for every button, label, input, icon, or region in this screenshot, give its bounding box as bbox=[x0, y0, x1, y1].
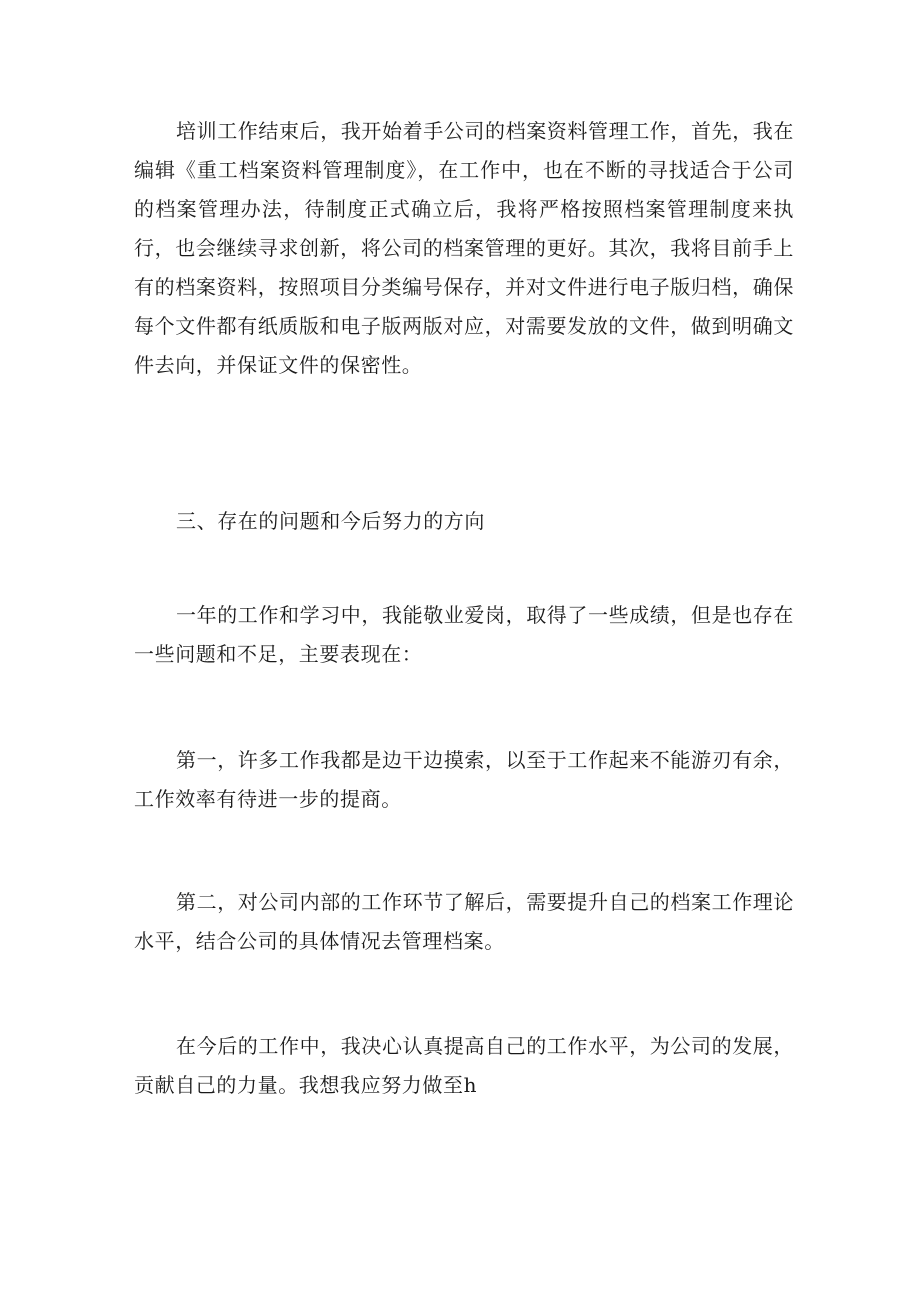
paragraph-first-point: 第一，许多工作我都是边干边摸索，以至于工作起来不能游刃有余，工作效率有待进一步的提商。 bbox=[134, 748, 794, 811]
paragraph-future-work: 在今后的工作中，我决心认真提高自己的工作水平，为公司的发展，贡献自己的力量。我想我应努力做至h bbox=[134, 1034, 794, 1097]
paragraph-second-point: 第二，对公司内部的工作环节了解后，需要提升自己的档案工作理论水平，结合公司的具体情况去管理档案。 bbox=[134, 890, 794, 953]
section-heading: 三、存在的问题和今后努力的方向 bbox=[176, 509, 485, 533]
paragraph-problems-intro: 一年的工作和学习中，我能敬业爱岗，取得了一些成绩，但是也存在一些问题和不足，主要表现在： bbox=[134, 603, 794, 666]
paragraph-archive-management: 培训工作结束后，我开始着手公司的档案资料管理工作，首先，我在编辑《重工档案资料管理制度》，在工作中，也在不断的寻找适合于公司的档案管理办法，待制度正式确立后，我将严格按照档案管理制度来执行，也会继续寻求创新，将公司的档案管理的更好。其次，我将目前手上有的档案资料，按照项目分类编号保存，并对文件进行电子版归档，确保每个文件都有纸质版和电子版两版对应，对需要发放的文件，做到明确文件去向，并保证文件的保密性。 bbox=[134, 119, 794, 377]
